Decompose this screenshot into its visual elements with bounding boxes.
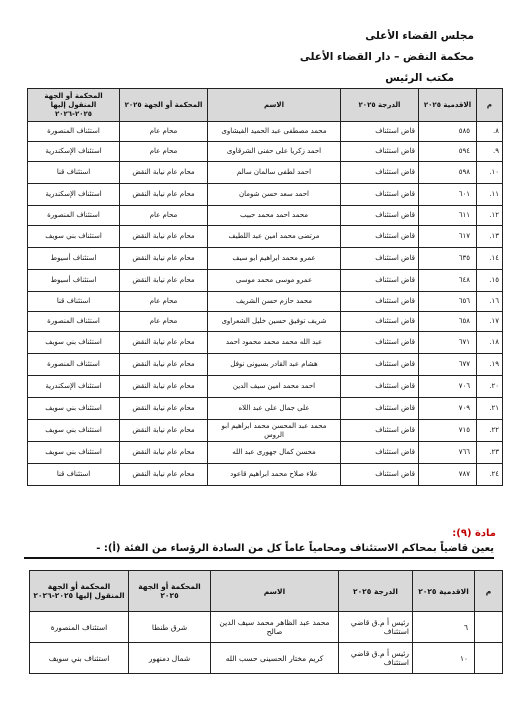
row-number: ٢٢. — [477, 420, 503, 442]
seniority-cell: ٦٥٨ — [419, 312, 477, 332]
grade-cell: رئيس أ م.ق قاضي استئناف — [339, 643, 413, 674]
grade-cell: قاض استئناف — [341, 398, 419, 420]
seniority-cell: ٧١٥ — [419, 420, 477, 442]
judge-name-cell: مرتضى محمد امين عبد اللطيف — [208, 226, 341, 248]
judge-name-cell: محمد عبد المحسن محمد ابراهيم ابو الروس — [208, 420, 341, 442]
transfer-court-cell: استئناف قنا — [28, 162, 120, 184]
judge-name-cell: محمد حازم حسن الشريف — [208, 292, 341, 312]
grade-cell: قاض استئناف — [341, 162, 419, 184]
col-header-grade: الدرجة ٢٠٢٥ — [341, 89, 419, 122]
grade-cell: قاض استئناف — [341, 248, 419, 270]
seniority-cell: ٦١٧ — [419, 226, 477, 248]
current-court-cell: محام عام — [120, 206, 208, 226]
judge-name-cell: محمد احمد محمد حبيب — [208, 206, 341, 226]
article-title: مادة (٩): — [452, 528, 496, 539]
seniority-cell: ٥٩٨ — [419, 162, 477, 184]
table-row — [28, 248, 503, 270]
transfer-court-cell: استئناف الإسكندرية — [28, 142, 120, 162]
current-court-cell: محام عام — [120, 142, 208, 162]
table-row — [28, 464, 503, 486]
row-number: ١٢. — [477, 206, 503, 226]
col-header-court: المحكمة أو الجهة ٢٠٢٥ — [120, 89, 208, 122]
judge-name-cell: احمد لطفى سالمان سالم — [208, 162, 341, 184]
transfer-court-cell: استئناف المنصورة — [28, 122, 120, 142]
grade-cell: قاض استئناف — [341, 270, 419, 292]
seniority-cell: ٦ — [413, 612, 475, 643]
court-title: محكمة النقض – دار القضاء الأعلى — [299, 51, 474, 63]
current-court-cell: محام عام نيابة النقض — [120, 464, 208, 486]
table-row — [28, 292, 503, 312]
grade-cell: قاض استئناف — [341, 142, 419, 162]
col-header-rank: الاقدمية ٢٠٢٥ — [419, 89, 477, 122]
row-number: ٨. — [477, 122, 503, 142]
transfer-court-cell: استئناف المنصورة — [28, 312, 120, 332]
seniority-cell: ٦٠١ — [419, 184, 477, 206]
office-title: مكتب الرئيس — [385, 72, 454, 84]
current-court-cell: محام عام نيابة النقض — [120, 162, 208, 184]
col-header-name: الاسم — [211, 571, 339, 612]
table-header-row — [28, 89, 503, 122]
judge-name-cell: عبد الله محمد محمد محمود احمد — [208, 332, 341, 354]
judge-name-cell: كريم مختار الحسينى حسب الله — [211, 643, 339, 674]
grade-cell: قاض استئناف — [341, 312, 419, 332]
judge-name-cell: علاء صلاح محمد ابراهيم قاعود — [208, 464, 341, 486]
grade-cell: قاض استئناف — [341, 226, 419, 248]
grade-cell: قاض استئناف — [341, 184, 419, 206]
current-court-cell: شمال دمنهور — [129, 643, 211, 674]
transfer-court-cell: استئناف المنصورة — [28, 206, 120, 226]
seniority-cell: ٦٧٧ — [419, 354, 477, 376]
table-row — [28, 442, 503, 464]
seniority-cell: ٦٧١ — [419, 332, 477, 354]
grade-cell: قاض استئناف — [341, 206, 419, 226]
row-number: ١٩. — [477, 354, 503, 376]
judge-name-cell: شريف توفيق حسين خليل الشعراوى — [208, 312, 341, 332]
grade-cell: رئيس أ م.ق قاضي استئناف — [339, 612, 413, 643]
judge-name-cell: عمرو موسى محمد موسى — [208, 270, 341, 292]
current-court-cell: محام عام نيابة النقض — [120, 442, 208, 464]
seniority-cell: ١٠ — [413, 643, 475, 674]
current-court-cell: محام عام نيابة النقض — [120, 184, 208, 206]
transfer-court-cell: استئناف أسيوط — [28, 248, 120, 270]
row-number: ٩. — [477, 142, 503, 162]
row-number — [475, 612, 503, 643]
grade-cell: قاض استئناف — [341, 464, 419, 486]
judge-name-cell: عمرو محمد ابراهيم ابو سيف — [208, 248, 341, 270]
current-court-cell: محام عام نيابة النقض — [120, 226, 208, 248]
transfer-court-cell: استئناف بني سويف — [28, 420, 120, 442]
col-header-grade: الدرجة ٢٠٢٥ — [339, 571, 413, 612]
table-row — [28, 376, 503, 398]
row-number: ٢٤. — [477, 464, 503, 486]
transfer-court-cell: استئناف بني سويف — [28, 226, 120, 248]
current-court-cell: محام عام — [120, 312, 208, 332]
current-court-cell: محام عام نيابة النقض — [120, 270, 208, 292]
row-number: ١٥. — [477, 270, 503, 292]
judges-table-2 — [29, 570, 503, 674]
transfer-court-cell: استئناف المنصورة — [28, 354, 120, 376]
row-number: ٢١. — [477, 398, 503, 420]
table-row — [30, 643, 503, 674]
transfer-court-cell: استئناف بني سويف — [28, 398, 120, 420]
table-row — [28, 420, 503, 442]
seniority-cell: ٦٤٨ — [419, 270, 477, 292]
grade-cell: قاض استئناف — [341, 376, 419, 398]
grade-cell: قاض استئناف — [341, 292, 419, 312]
table-row — [28, 142, 503, 162]
grade-cell: قاض استئناف — [341, 420, 419, 442]
row-number: ٢٣. — [477, 442, 503, 464]
table-row — [30, 612, 503, 643]
judges-table-1 — [27, 88, 503, 486]
judge-name-cell: احمد زكريا على حفنى الشرقاوى — [208, 142, 341, 162]
table-row — [28, 206, 503, 226]
transfer-court-cell: استئناف الإسكندرية — [28, 376, 120, 398]
row-number: ١١. — [477, 184, 503, 206]
table-row — [28, 398, 503, 420]
transfer-court-cell: استئناف قنا — [28, 464, 120, 486]
seniority-cell: ٦٣٥ — [419, 248, 477, 270]
current-court-cell: محام عام نيابة النقض — [120, 332, 208, 354]
row-number: ٢٠. — [477, 376, 503, 398]
current-court-cell: محام عام نيابة النقض — [120, 398, 208, 420]
table-row — [28, 226, 503, 248]
council-title: مجلس القضاء الأعلى — [365, 30, 474, 42]
col-header-num: م — [475, 571, 503, 612]
table-row — [28, 162, 503, 184]
seniority-cell: ٧٨٧ — [419, 464, 477, 486]
table-row — [28, 270, 503, 292]
current-court-cell: شرق طنطا — [129, 612, 211, 643]
row-number: ١٧. — [477, 312, 503, 332]
transfer-court-cell: استئناف قنا — [28, 292, 120, 312]
judge-name-cell: على جمال على عبد اللاه — [208, 398, 341, 420]
col-header-transfer: المحكمة أو الجهة المنقول إليها ٢٠٢٥-٢٠٢٦ — [28, 89, 120, 122]
col-header-court: المحكمة أو الجهة ٢٠٢٥ — [129, 571, 211, 612]
col-header-rank: الاقدمية ٢٠٢٥ — [413, 571, 475, 612]
judge-name-cell: احمد محمد امين سيف الدين — [208, 376, 341, 398]
current-court-cell: محام عام نيابة النقض — [120, 376, 208, 398]
transfer-court-cell: استئناف بني سويف — [28, 332, 120, 354]
seniority-cell: ٧٠٩ — [419, 398, 477, 420]
table-row — [28, 354, 503, 376]
transfer-court-cell: استئناف أسيوط — [28, 270, 120, 292]
current-court-cell: محام عام — [120, 292, 208, 312]
judge-name-cell: هشام عبد القادر بسيونى نوفل — [208, 354, 341, 376]
transfer-court-cell: استئناف الإسكندرية — [28, 184, 120, 206]
seniority-cell: ٧٦٦ — [419, 442, 477, 464]
transfer-court-cell: استئناف المنصورة — [30, 612, 129, 643]
current-court-cell: محام عام — [120, 122, 208, 142]
col-header-name: الاسم — [208, 89, 341, 122]
col-header-transfer: المحكمة أو الجهة المنقول إليها ٢٠٢٥-٢٠٢٦ — [30, 571, 129, 612]
row-number: ١٨. — [477, 332, 503, 354]
seniority-cell: ٥٩٤ — [419, 142, 477, 162]
article-intro: يعين قاضياً بمحاكم الاستئناف ومحامياً عاماً كل من السادة الرؤساء من الفئة (أ): - — [24, 542, 494, 559]
row-number — [475, 643, 503, 674]
transfer-court-cell: استئناف بني سويف — [28, 442, 120, 464]
table-row — [28, 332, 503, 354]
table-row — [28, 184, 503, 206]
row-number: ١٦. — [477, 292, 503, 312]
judge-name-cell: محمد عبد الظاهر محمد سيف الدين صالح — [211, 612, 339, 643]
current-court-cell: محام عام نيابة النقض — [120, 248, 208, 270]
grade-cell: قاض استئناف — [341, 354, 419, 376]
row-number: ١٠. — [477, 162, 503, 184]
row-number: ١٤. — [477, 248, 503, 270]
transfer-court-cell: استئناف بني سويف — [30, 643, 129, 674]
judge-name-cell: محسن كمال جهورى عبد الله — [208, 442, 341, 464]
current-court-cell: محام عام نيابة النقض — [120, 354, 208, 376]
current-court-cell: محام عام نيابة النقض — [120, 420, 208, 442]
grade-cell: قاض استئناف — [341, 442, 419, 464]
row-number: ١٣. — [477, 226, 503, 248]
grade-cell: قاض استئناف — [341, 122, 419, 142]
seniority-cell: ٥٨٥ — [419, 122, 477, 142]
table-row — [28, 122, 503, 142]
seniority-cell: ٦١١ — [419, 206, 477, 226]
judge-name-cell: محمد مصطفى عبد الحميد الفيشاوى — [208, 122, 341, 142]
judge-name-cell: احمد سعد حسن شومان — [208, 184, 341, 206]
seniority-cell: ٦٥٦ — [419, 292, 477, 312]
col-header-num: م — [477, 89, 503, 122]
grade-cell: قاض استئناف — [341, 332, 419, 354]
seniority-cell: ٧٠٦ — [419, 376, 477, 398]
table-row — [28, 312, 503, 332]
table-header-row — [30, 571, 503, 612]
